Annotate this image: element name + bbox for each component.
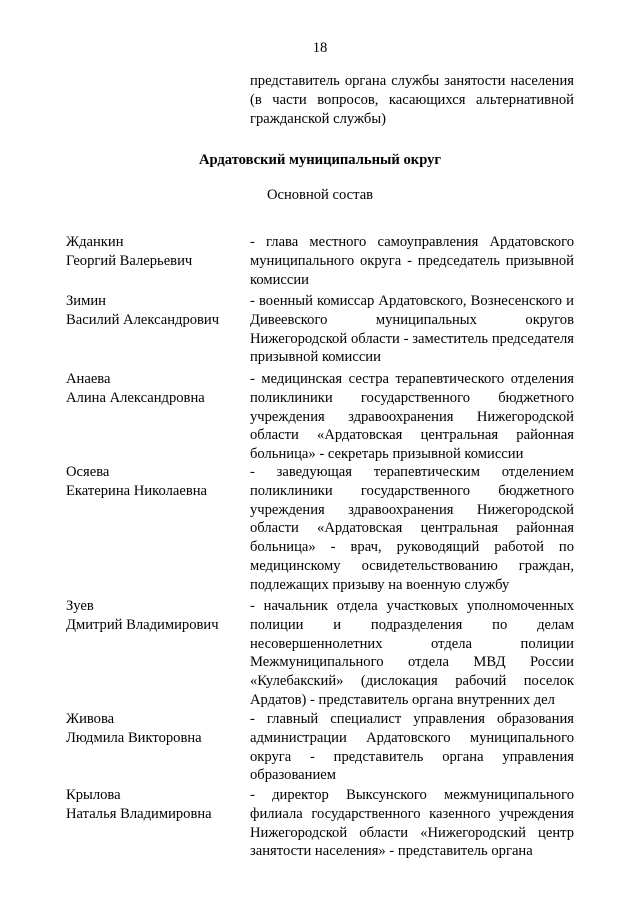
member-role: - директор Выксунского межмуниципального филиала государственного казенного учреждения Нижегородской области «Нижегородский центр занятости населения» - представитель органа — [250, 787, 574, 860]
member-given-name: Василий Александрович — [66, 311, 220, 328]
member-given-name: Дмитрий Владимирович — [66, 616, 219, 633]
composition-title: Основной состав — [266, 187, 374, 203]
member-surname: Зимин — [66, 293, 106, 309]
member-name — [66, 463, 241, 501]
member-surname: Жданкин — [66, 234, 124, 250]
member-given-name: Наталья Владимировна — [66, 805, 212, 822]
member-role: - военный комиссар Ардатовского, Вознесенского и Дивеевского муниципальных округов Нижегородской области - заместитель председателя призывной комиссии — [250, 293, 574, 366]
member-given-name: Георгий Валерьевич — [66, 252, 193, 269]
member-surname: Живова — [66, 711, 115, 727]
member-name — [66, 786, 241, 824]
member-given-name: Екатерина Николаевна — [66, 482, 207, 499]
member-surname: Крылова — [66, 787, 121, 803]
page-number: 18 — [312, 40, 328, 56]
member-role: - заведующая терапевтическим отделением поликлиники государственного бюджетного учреждения здравоохранения Нижегородской области «Ардатовская центральная районная больница» - врач, руководящий работой по медицинскому освидетельствованию граждан, подлежащих призыву на военную службу — [250, 464, 574, 593]
member-surname: Осяева — [66, 464, 110, 480]
member-given-name: Людмила Викторовна — [66, 729, 202, 746]
continuation-paragraph: представитель органа службы занятости населения (в части вопросов, касающихся альтернативной гражданской службы) — [250, 73, 574, 127]
member-name — [66, 233, 241, 271]
member-name — [66, 597, 241, 635]
member-name — [66, 370, 241, 408]
member-role: - глава местного самоуправления Ардатовского муниципального округа - председатель призывной комиссии — [250, 234, 574, 288]
section-title: Ардатовский муниципальный округ — [198, 152, 442, 168]
member-role: - начальник отдела участковых уполномоченных полиции и подразделения по делам несовершеннолетних отдела полиции Межмуниципального отдела МВД России «Кулебакский» (дислокация рабочий поселок Ардатов) - представитель органа внутренних дел — [250, 598, 574, 708]
member-role: - медицинская сестра терапевтического отделения поликлиники государственного бюджетного учреждения здравоохранения Нижегородской области «Ардатовская центральная районная больница» - секретарь призывной комиссии — [250, 371, 574, 463]
member-name — [66, 710, 241, 748]
member-name — [66, 292, 241, 330]
member-role: - главный специалист управления образования администрации Ардатовского муниципального округа - представитель органа управления образованием — [250, 711, 574, 784]
member-surname: Анаева — [66, 371, 111, 387]
member-given-name: Алина Александровна — [66, 389, 205, 406]
member-surname: Зуев — [66, 598, 94, 614]
